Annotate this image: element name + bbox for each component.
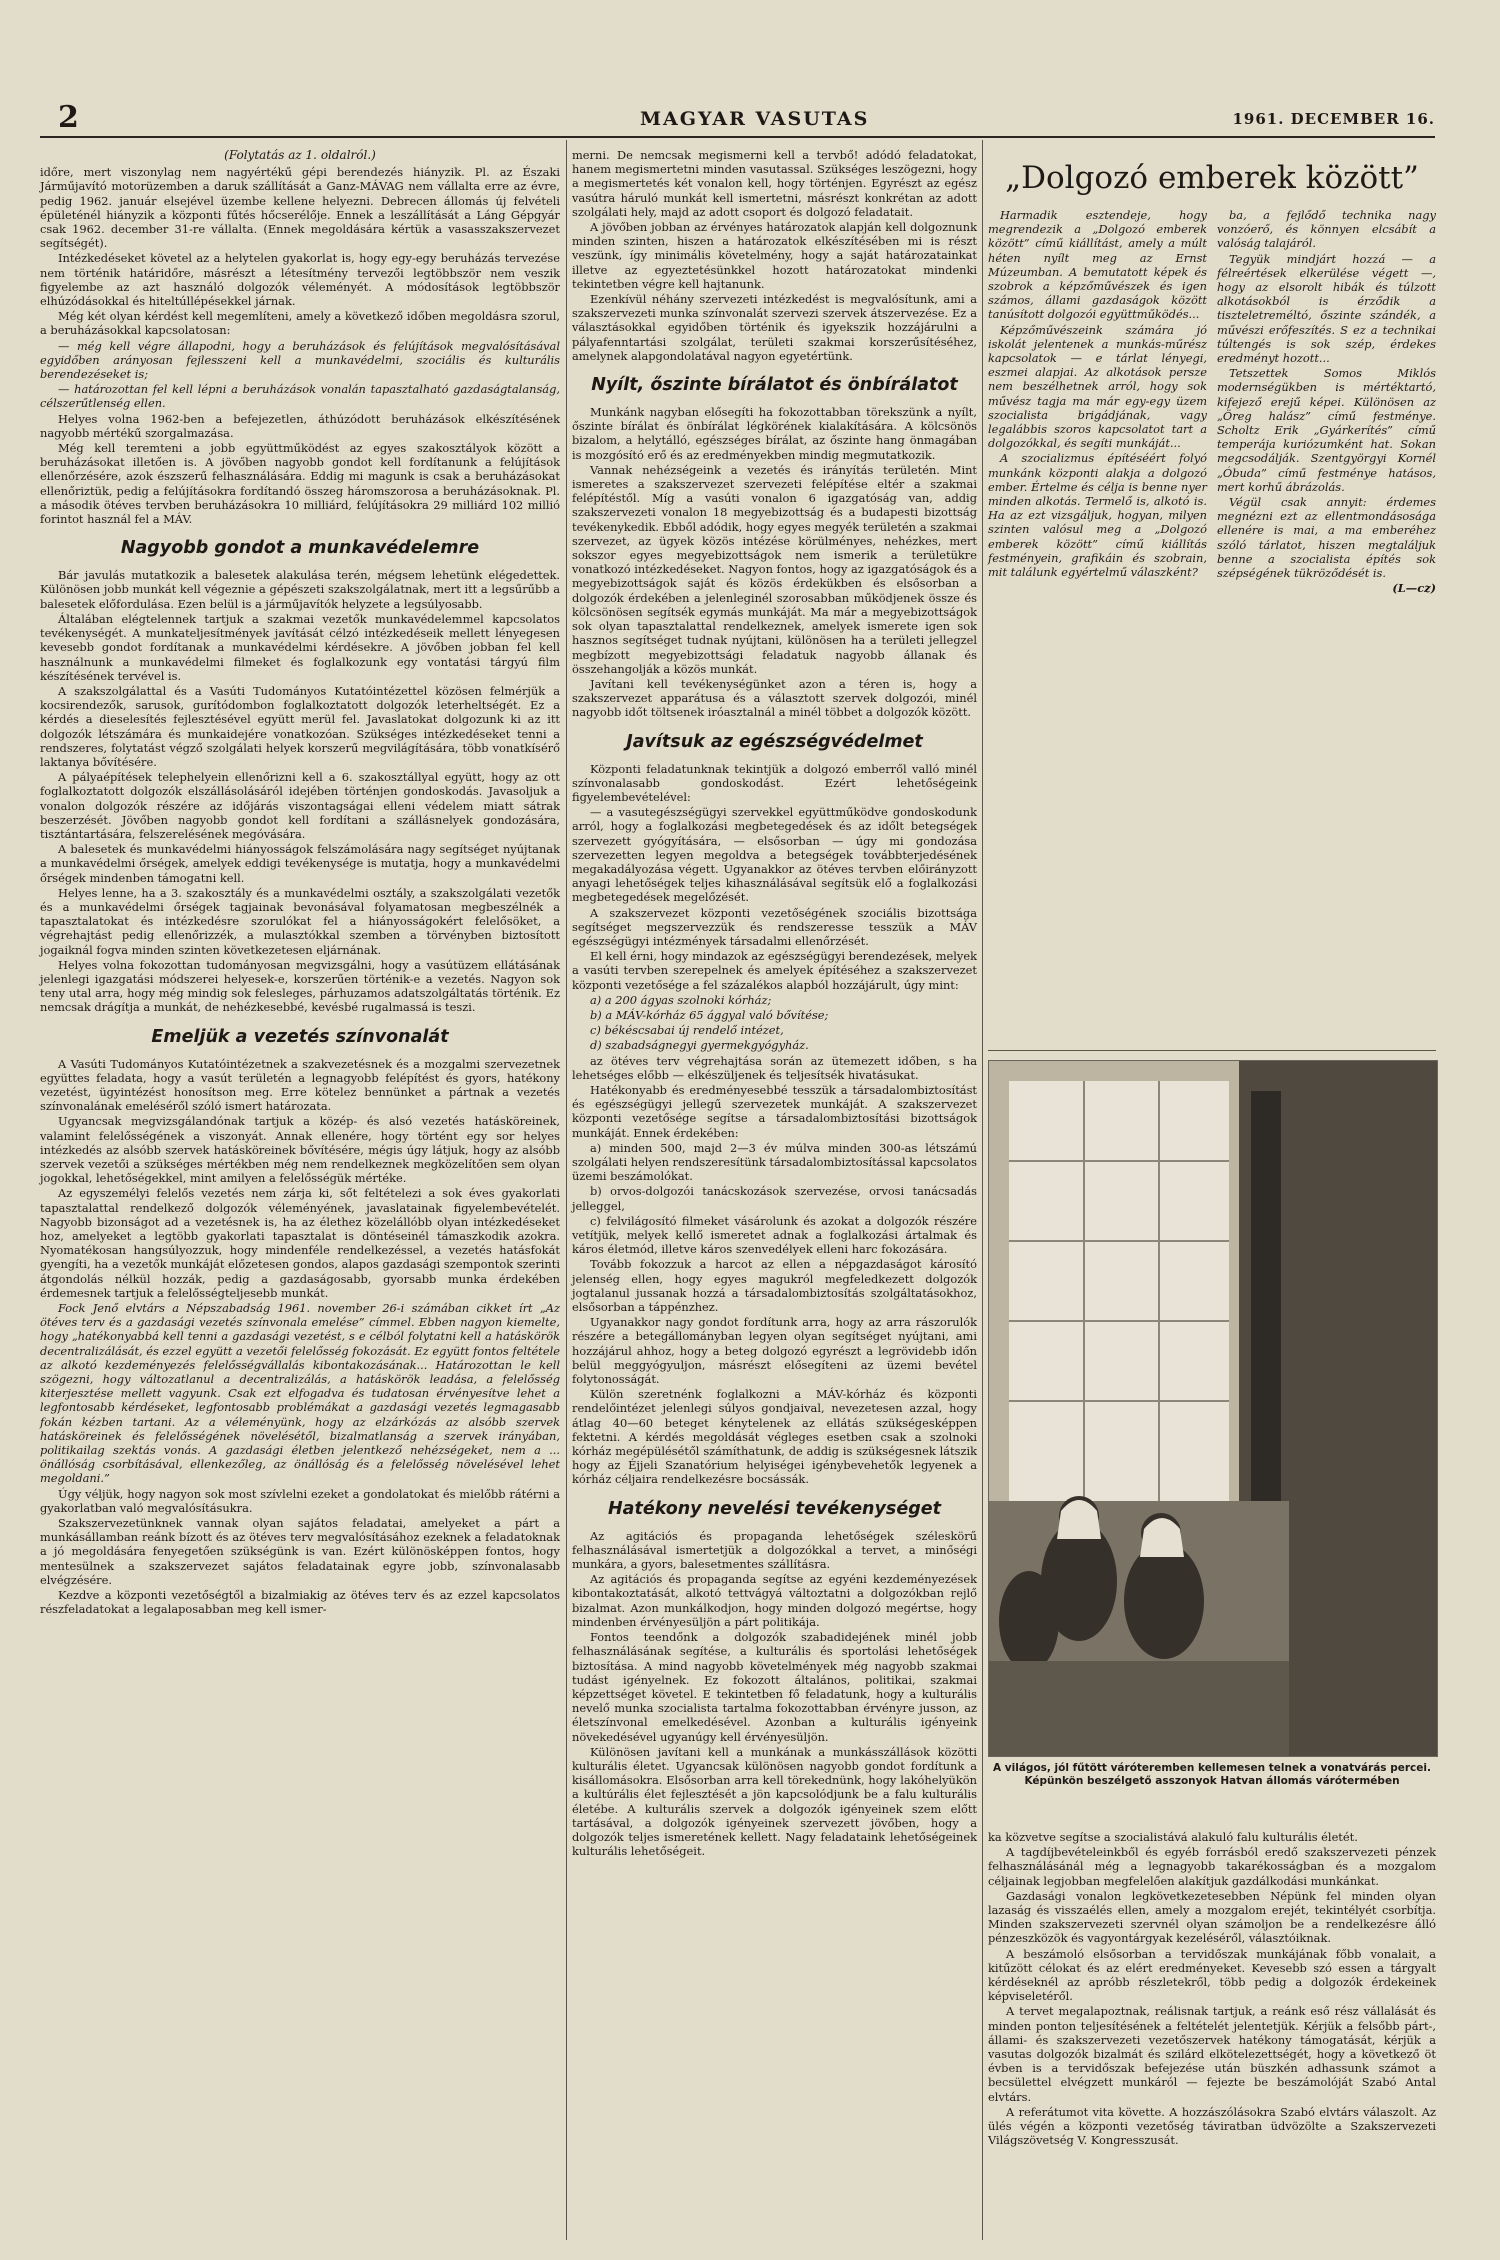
column-rule <box>566 140 567 2240</box>
paragraph: Tegyük mindjárt hozzá — a félreértések elkerülése végett —, hogy az elsorolt hibák és túlzott alkotásokból is érződik a tiszteletreméltó, őszinte szándék, a művészi erőfeszítés. S ez a technikai túltengés is sok szép, érdekes eredményt hozott... <box>1217 251 1436 366</box>
article-body <box>988 208 1436 595</box>
paragraph: — még kell végre állapodni, hogy a beruházások és felújítások megvalósításával egyidőben arányosan fejlesszeni kell a munkavédelmi, szociális és kulturális berendezéseket is; <box>40 338 560 382</box>
column-3-article <box>988 160 1436 595</box>
paragraph: Helyes volna fokozottan tudományosan megvizsgálni, hogy a vasútüzem ellátásának jelenlegi igazgatási módszerei helyesek-e, korszerűen történik-e a vezetés. Nagyon sok teny utal arra, hogy még mindig sok felesleges, párhuzamos adatszolgáltatás történik. Ez nemcsak drágítja a munkát, de nehézkesebbé, kevésbé rugalmassá is teszi. <box>40 957 560 1015</box>
paragraph: Kezdve a központi vezetőségtől a bizalmiakig az ötéves terv és az ezzel kapcsolatos részfeladatokat a legalaposabban meg kell ismer- <box>40 1588 560 1617</box>
paragraph: Ugyancsak megvizsgálandónak tartjuk a közép- és alsó vezetés hatásköreinek, valamint felelősségének a viszonyát. Annak ellenére, hogy történt egy sor helyes intézkedés az alsóbb szervek hatásköreinek bővítésére, mégis úgy látjuk, hogy az alsóbb szervek vezetői a szükséges mértékben még nem rendelkeznek megközelítően sem olyan jogokkal, lehetőségekkel, mint amilyen a felelősségük mértéke. <box>40 1114 560 1186</box>
paragraph: ka közvetve segítse a szocialistává alakuló falu kulturális életét. <box>988 1830 1358 1844</box>
photo-caption: A világos, jól fűtött váróteremben kellemesen telnek a vonatvárás percei. Képünkön beszélgető asszonyok Hatvan állomás várótermében <box>993 1762 1431 1787</box>
section-heading: Hatékony nevelési tevékenységet <box>608 1498 941 1519</box>
issue-date: 1961. DECEMBER 16. <box>1232 110 1435 128</box>
paragraph: Végül csak annyit: érdemes megnézni ezt az ellentmondásosága ellenére is mai, a ma emberéhez szóló tárlatot, hiszen megtaláljuk benne a szocialista építés sok szépségének tükröződését is. <box>1217 495 1436 581</box>
waiting-room-photo <box>988 1060 1438 1757</box>
paragraph: az ötéves terv végrehajtása során az ütemezett időben, s ha lehetséges előbb — elkészüljenek és teljesítsék hivatásukat. <box>572 1053 977 1082</box>
paragraph: Az agitációs és propaganda segítse az egyéni kezdeményezések kibontakoztatását, alkotó tettvágyá változtatni a dolgozókban rejlő bizalmat. Azon munkálkodjon, hogy minden dolgozó megértse, hogy mindenben érvényesüljön a párt politikája. <box>572 1572 977 1629</box>
paragraph: Bár javulás mutatkozik a balesetek alakulása terén, mégsem lehetünk elégedettek. Különösen jobb munkát kell végeznie a gépészeti szakszolgálatnak, mert itt a legsűrűbb a balesetek előfordulása. Ezen belül is a járműjavítók helyzete a legsúlyosabb. <box>40 568 560 611</box>
article-right-column <box>1217 208 1436 595</box>
paragraph: Harmadik esztendeje, hogy megrendezik a „Dolgozó emberek között” című kiállítást, amely a múlt héten nyílt meg az Ernst Múzeumban. A bemutatott képek és szobrok a képzőművészek és igen számos, állami gazdaságok között tanúsított dolgozói együttműködés... <box>988 208 1207 322</box>
section-heading: Emeljük a vezetés színvonalát <box>151 1026 449 1047</box>
paragraph: A szocializmus építéséért folyó munkánk központi alakja a dolgozó ember. Értelme és célja is benne nyer minden alkotás. Termelő is, alkotó is. Ha az ezt vizsgáljuk, hogyan, milyen szinten valósul meg a „Dolgozó emberek között” című kiállítás festményein, grafikáin és szobrain, mit találunk egyértelmű válaszként? <box>988 451 1207 580</box>
paragraph: Fock Jenő elvtárs a Népszabadság 1961. november 26-i számában cikket írt „Az ötéves terv és a gazdasági vezetés színvonala emelése” címmel. Ebben nagyon kiemelte, hogy „hatékonyabbá kell tenni a gazdasági vezetést, s e célból folytatni kell a hatáskörök decentralizálását, és ezzel együtt a vezetői felelősség fokozását. Ez együtt fontos feltétele az alkotó kezdeményezés felelősségvállalás kibontakozásának... Határozottan le kell szögezni, hogy változatlanul a decentralizálás, a hatáskörök leadása, a felelősség kiterjesztése mellett vagyunk. Csak ezt elfogadva és tudatosan érvényesítve lehet a legfontosabb kérdéseket, legfontosabb problémákat a gazdasági vezetés legmagasabb fokán kézben tartani. Az a véleményünk, hogy az elzárkózás az alsóbb szervek hatásköreinek és felelősségének növelésétől, bizalmatlanság a szervek irányában, politikailag szektás vonás. A gazdasági életben jelentkező nehézségeket, nem a ... önállóság csorbításával, ellenkezőleg, az önállóság és a felelősség növelésével lehet megoldani.” <box>40 1301 560 1486</box>
paragraph: El kell érni, hogy mindazok az egészségügyi berendezések, melyek a vasúti tervben szerepelnek és amelyek építéséhez a szakszervezet központi vezetősége a fel százalékos alapból hozzájárult, úgy mint: <box>572 949 977 992</box>
list-item: b) a MÁV-kórház 65 ággyal való bővítése; <box>590 1007 829 1022</box>
paragraph: A beszámoló elsősorban a tervidőszak munkájának főbb vonalait, a kitűzött célokat és az elért eredményeket. Kevesebb szó essen a tárgyalt kérdéseknél az apróbb részletekről, több pedig a dolgozók érdekeinek képviseletéről. <box>988 1946 1436 2004</box>
paragraph: Munkánk nagyban elősegíti ha fokozottabban törekszünk a nyílt, őszinte bírálat és önbírálat légkörének kialakítására. A kölcsönös bizalom, a helytálló, egészséges bírálat, az őszinte hang önmagában is mozgósító erő és az eredményekben mindig megmutatkozik. <box>572 405 977 462</box>
author-signature: (L—cz) <box>1392 581 1436 596</box>
paragraph: merni. De nemcsak megismerni kell a tervbő! adódó feladatokat, hanem megismertetni minden vasutassal. Szükséges leszögezni, hogy a megismertetés két vonalon kell, hogy történjen. Egyrészt az egész vasútra háruló munkát kell ismertetni, másrészt konkrétan az adott szolgálati hely, majd az adott csoport és dolgozó feladatait. <box>572 148 977 219</box>
photo-illustration <box>989 1061 1437 1756</box>
paragraph: A Vasúti Tudományos Kutatóintézetnek a szakvezetésnek és a mozgalmi szervezetnek együttes feladata, hogy a vasút területén a legnagyobb felépítést és gyors, hatékony vezetést, ügyintézést honosítson meg. Erre kötelez bennünket a pártnak a vezetés színvonalának emeléséről szóló ismert határozata. <box>40 1056 560 1114</box>
masthead <box>40 100 1435 138</box>
paragraph: A pályaépítések telephelyein ellenőrizni kell a 6. szakosztállyal együtt, hogy az ott foglalkoztatott dolgozók elszállásolásáról idejében történjen gondoskodás. Javasoljuk a vonalon dolgozók részére az időjárás viszontagságai elleni védelem miatt sátrak beszerzését. Jövőben nagyobb gondot kell fordítani a szállásnelyek gondozására, tisztántartására, felszerelésének megóvására. <box>40 770 560 841</box>
paragraph: Tovább fokozzuk a harcot az ellen a népgazdaságot károsító jelenség ellen, hogy egyes magukról megfeledkezett dolgozók jogtalanul jussanak hozzá a társadalombiztosítás szolgáltatásokhoz, elsősorban a táppénzhez. <box>572 1257 977 1315</box>
paragraph: A jövőben jobban az érvényes határozatok alapján kell dolgoznunk minden szinten, hiszen a határozatok elkészítésében mi is részt veszünk, így minimális követelmény, hogy a saját határozatainkat illetve az egyeztetésünkkel hozott határozatokat mindenki tekintetben végre kell hajtanunk. <box>572 220 977 291</box>
list-item: d) szabadságnegyi gyermekgyógyház. <box>590 1038 809 1053</box>
paragraph: Általában elégtelennek tartjuk a szakmai vezetők munkavédelemmel kapcsolatos tevékenységét. A munkateljesítmények javítását célzó intézkedéseik mellett lényegesen kevesebb gondot fordítanak a munkavédelmi kérdésekre. A jövőben jobban fel kell használnunk a munkavédelmi filmeket és foglalkozunk egy vontatási tárgyú film készítésének tervével is. <box>40 611 560 683</box>
section-rule <box>988 1050 1436 1051</box>
paragraph: Intézkedéseket követel az a helytelen gyakorlat is, hogy egy-egy beruházás tervezése nem történik határidőre, másrészt a létesítmény tervezői legtöbbször nem veszik figyelembe az azt használó dolgozók véleményét. A módosítások legtöbbször elhúzódásokkal és hiteltúllépésekkel járnak. <box>40 251 560 309</box>
list-item: c) békéscsabai új rendelő intézet, <box>590 1023 784 1038</box>
paragraph: Helyes lenne, ha a 3. szakosztály és a munkavédelmi osztály, a szakszolgálati vezetők és a munkavédelmi őrségek tagjainak bevonásával folyamatosan megbeszélnék a tapasztalatokat és intézkedésre szorulókat fel a hiányosságokért felelősöket, a végrehajtást pedig ellenőrizzék, a mulasztókkal szemben a törvényben biztosított jogaiknál fogva minden szinten következetesen eljárnának. <box>40 885 560 957</box>
article-title: „Dolgozó emberek között” <box>1005 160 1419 196</box>
section-heading: Nyílt, őszinte bírálatot és önbírálatot <box>591 375 958 396</box>
continuation-note: (Folytatás az 1. oldalról.) <box>224 148 376 162</box>
list-item: a) a 200 ágyas szolnoki kórház; <box>590 992 772 1007</box>
paragraph: Az agitációs és propaganda lehetőségek széleskörű felhasználásával ismertetjük a dolgozókkal a tervet, a minőségi munkára, a gyors, balesetmentes szállításra. <box>572 1528 977 1572</box>
paragraph: Hatékonyabb és eredményesebbé tesszük a társadalombiztosítást és egészségügyi jellegű szervezetek munkáját. A szakszervezet központi vezetősége segítse a társadalombiztosítási bizottságok munkáját. Ennek érdekében: <box>572 1082 977 1140</box>
paragraph: Úgy véljük, hogy nagyon sok most szívlelni ezeket a gondolatokat és mielőbb rátérni a gyakorlatban való megvalósításukra. <box>40 1486 560 1515</box>
paragraph: A szakszervezet központi vezetőségének szociális bizottsága segítséget megszervezzük és rendszeresse tesszük a MÁV egészségügyi intézmények társadalmi ellenőrzését. <box>572 905 977 948</box>
paragraph: A tagdíjbevételeinkből és egyéb forrásból eredő szakszervezeti pénzek felhasználásánál még a legnagyobb takarékosságban és a mozgalom céljainak legjobban megfelelően alakítjuk gazdálkodási munkánkat. <box>988 1845 1436 1888</box>
paragraph: Még kell teremteni a jobb együttműködést az egyes szakosztályok között a beruházásokat illetően is. A jövőben nagyobb gondot kell fordítanunk a felújítások ellenőrzésére, azok észszerű felhasználására. Eddig mi magunk is csak a beruházásokat ellenőriztük, pedig a felújításokra fordítandó összeg háromszorosa a beruházásoknak. Pl. a második ötéves tervben beruházásokra 10 milliárd, felújításokra 29 milliárd 102 millió forintot használ fel a MÁV. <box>40 441 560 527</box>
newspaper-name: MAGYAR VASUTAS <box>640 108 870 130</box>
paragraph: b) orvos-dolgozói tanácskozások szervezése, orvosi tanácsadás jelleggel, <box>572 1184 977 1213</box>
article-left-column <box>988 208 1207 595</box>
section-heading: Javítsuk az egészségvédelmet <box>626 731 923 752</box>
paragraph: — határozottan fel kell lépni a beruházások vonalán tapasztalható gazdaságtalanság, célszerűtlenség ellen. <box>40 382 560 411</box>
paragraph: Az egyszemélyi felelős vezetés nem zárja ki, sőt feltételezi a sok éves gyakorlati tapasztalattal rendelkező dolgozók véleményének, javaslatainak figyelembevételét. Nagyobb bizonságot ad a vezetésnek is, ha az élethez közelállóbb olyan intézkedéseket hoz, amelyeket a legtöbb gyakorlati tapasztalat is döntéseinél támaszkodik azokra. Nyomatékosan hangsúlyozzuk, hogy mindenféle rendelkezéssel, a vezetés hatásfokát gyengíti, ha a vezetők munkáját előzetesen gondos, alapos gazdasági szempontok szerinti átgondolás nélkül hozzák, pedig a gazdaságosabb, gyorsabb munka érdekében érdemesnek tartjuk a felelősségteljesebb munkát. <box>40 1186 560 1300</box>
paragraph: ba, a fejlődő technika nagy vonzóerő, és könnyen elcsábít a valóság talajáról. <box>1217 208 1436 251</box>
paragraph: Helyes volna 1962-ben a befejezetlen, áthúzódott beruházások elkészítésének nagyobb mértékű szorgalmazása. <box>40 411 560 440</box>
column-rule <box>982 140 983 2240</box>
paragraph: Tetszettek Somos Miklós modernségükben is mértéktartó, kifejező erejű képei. Különösen az „Öreg halász” című festménye. Scholtz Erik „Gyárkerítés” című temperája kuriózumként hat. Sokan megcsodálják. Szentgyörgyi Kornél „Óbuda” című festménye hatásos, mert korhű ábrázolás. <box>1217 366 1436 494</box>
paragraph: Külön szeretnénk foglalkozni a MÁV-kórház és központi rendelőintézet jelenlegi súlyos gondjaival, nevezetesen azzal, hogy átlag 40—60 beteget kénytelenek az ellátás szükségesképpen fektetni. A kérdés megoldását végleges esetben csak a szolnoki kórház megépülésétől számíthatunk, de addig is szükségesnek látszik hogy az Éjjeli Szanatórium helyiségei igénybevehetők legyenek a kórház céljaira rendelkezésre bocsássák. <box>572 1387 977 1487</box>
paragraph: Gazdasági vonalon legkövetkezetesebben Népünk fel minden olyan lazaság és visszaélés ellen, amely a mozgalom erejét, tekintélyét csorbítja. Minden szakszervezeti szervnél olyan számoljon be a rendelkezésre álló pénzeszközök és vagyontárgyak kezeléséről, választóiknak. <box>988 1888 1436 1946</box>
section-heading: Nagyobb gondot a munkavédelemre <box>120 538 480 559</box>
paragraph: Szakszervezetünknek vannak olyan sajátos feladatai, amelyeket a párt a munkásállamban reánk bízott és az ötéves terv megvalósításához ezeknek a feladatoknak a jó megoldására fenyegetően szükségünk is van. Ezért különösképpen fontos, hogy mentesülnek a szakszervezet sajátos feladatainak egyre jobb, színvonalasabb elvégzésére. <box>40 1516 560 1587</box>
paragraph: Fontos teendőnk a dolgozók szabadidejének minél jobb felhasználásának segítése, a kulturális és sportolási lehetőségek biztosítása. A mind nagyobb követelmények még nagyobb szakmai tudást igényelnek. Ez fokozott általános, politikai, szakmai képzettséget követel. E tekintetben fő feladatunk, hogy a kulturális nevelő munka szocialista tartalma fokozottabban érvényre jusson, az életszínvonal emelkedésével. Azonban a kulturális igényeink növekedésével ugyanúgy kell érvényesüljön. <box>572 1630 977 1744</box>
column-2 <box>572 148 977 1859</box>
paragraph: Ezenkívül néhány szervezeti intézkedést is megvalósítunk, ami a szakszervezeti munka színvonalát szervezi szervek átszervezése. Ez a választásokkal egyidőben történik és igyekszik hozzájárulni a pályafenntartási szolgálat, területi szakmai korszerűsítéséhez, amelynek alapgondolatával nagyon egyetértünk. <box>572 292 977 363</box>
column-1 <box>40 148 560 1618</box>
paragraph: Képzőművészeink számára jó iskolát jelentenek a munkás-műrész kapcsolatok — e tárlat lényegi, eszmei alapjai. Az alkotások persze nem beszélhetnek arról, hogy sok művész tagja ma már egy-egy üzem szocialista brigádjának, vagy legalábbis szoros kapcsolatot tart a dolgozókkal, és segíti munkáját... <box>988 322 1207 451</box>
paragraph: Javítani kell tevékenységünket azon a téren is, hogy a szakszervezet apparátusa és a választott szervek dolgozói, minél nagyobb időt töltsenek iróasztalnál a minél többet a dolgozók között. <box>572 676 977 720</box>
paragraph: Központi feladatunknak tekintjük a dolgozó emberről valló minél színvonalasabb gondoskodást. Ezért lehetőségeink figyelembevételével: <box>572 761 977 804</box>
paragraph: — a vasutegészségügyi szervekkel együttműködve gondoskodunk arról, hogy a foglalkozási megbetegedések és az időlt betegségek szervezett gyógyítására, — elsősorban — úgy mi gondozása szervezetten legyen megoldva a betegségek továbbterjedésének megakadályozása végett. Ugyanakkor az ötéves tervben előirányzott anyagi lehetőségek teljes kihasználásával segítsük elő a foglalkozási megbetegedések megelőzését. <box>572 805 977 905</box>
paragraph: a) minden 500, majd 2—3 év múlva minden 300-as létszámú szolgálati helyen rendszeresítünk társadalombiztosítással kapcsolatos üzemi beszámolókat. <box>572 1140 977 1184</box>
column-3-continuation <box>988 1830 1436 2148</box>
paragraph: időre, mert viszonylag nem nagyértékű gépi berendezés hiányzik. Pl. az Északi Járműjavító motorüzemben a daruk szállítását a Ganz-MÁVAG nem vállalta erre az évre, pedig 1962. január elsejével üzembe kellene helyezni. Debrecen állomás új felvételi épületénél hiányzik a központi fűtés hőcserélője. Ennek a leszállítását a Láng Gépgyár csak 1962. december 31-re vállalta. (Ennek megoldására kértük a vasasszakszervezet segítségét). <box>40 165 560 251</box>
page-number: 2 <box>58 100 79 135</box>
paragraph: Vannak nehézségeink a vezetés és irányítás területén. Mint ismeretes a szakszervezet szervezeti felépítése eltér a szakmai felépítéstől. Míg a vasúti vonalon 6 igazgatóság van, addig szakszervezeti vonalon 18 megyebizottság és a budapesti bizottság tevékenykedik. Ebből adódik, hogy egyes megyék területén a szakmai szervezet, az ügyek közös intézése körülményes, nehézkes, mert sokszor egyes megyebizottságok nem ismerik a területükre vonatkozó intézkedéseket. Nagyon fontos, hogy az igazgatóságok és a megyebizottságok saját és közös érdekükben és elsősorban a dolgozók érdekében a jelenleginél szorosabban működjenek össze és kölcsönösen segítsék egymás munkáját. Ma már a megyebizottságok sok olyan tapasztalattal rendelkeznek, amelyek ismerete igen sok hasznos segítséget tudnak nyújtani, különösen ha a területi jellegzel megbízott megyebizottsági feladatuk nagyobb állanak és összehangolják a közös munkát. <box>572 462 977 676</box>
paragraph: Ugyanakkor nagy gondot fordítunk arra, hogy az arra rászorulók részére a betegállományban legyen olyan segítséget nyújtani, ami hozzájárul ahhoz, hogy a beteg dolgozó egyrészt a legrövidebb időn belül meggyógyuljon, másrészt elősegíteni az üzemi bevétel folytonosságát. <box>572 1315 977 1387</box>
paragraph: Még két olyan kérdést kell megemlíteni, amely a következő időben megoldásra szorul, a beruházásokkal kapcsolatosan: <box>40 309 560 338</box>
paragraph: A tervet megalapoztnak, reálisnak tartjuk, a reánk eső rész vállalását és minden ponton teljesítésének a feltételét jelentetjük. Kérjük a felsőbb párt-, állami- és szakszervezeti vezetőszervek hatékony támogatását, kérjük a vasutas dolgozók bizalmát és szilárd elkötelezettségét, hogy a következő öt évben is a tervidőszak befejezése után büszkén adhassunk számot a becsülettel elvégzett munkáról — fejezte be beszámolóját Szabó Antal elvtárs. <box>988 2004 1436 2104</box>
paragraph: A balesetek és munkavédelmi hiányosságok felszámolására nagy segítséget nyújtanak a munkavédelmi őrségek, amelyek eddigi tevékenysége is mutatja, hogy a munkavédelmi őrségek mindenben támogatni kell. <box>40 842 560 885</box>
paragraph: c) felvilágosító filmeket vásárolunk és azokat a dolgozók részére vetítjük, melyek kellő ismeretet adnak a foglalkozási ártalmak és káros életmód, illetve káros szenvedélyek elleni harc fokozására. <box>572 1213 977 1257</box>
paragraph: A referátumot vita követte. A hozzászólásokra Szabó elvtárs válaszolt. Az ülés végén a központi vezetőség táviratban üdvözölte a Szakszervezeti Világszövetség V. Kongresszusát. <box>988 2104 1436 2148</box>
paragraph: A szakszolgálattal és a Vasúti Tudományos Kutatóintézettel közösen felmérjük a kocsirendezők, sarusok, gurítódombon foglalkoztatott dolgozók leterheltségét. Ez a kérdés a dieselesítés fejlesztésével együtt merül fel. Javaslatokat dolgozunk ki az itt dolgozók létszámára és munkaidejére vonatkozóan. Szükséges intézkedéseket tenni a rendszeres, folytatást végző szolgálati helyek korszerű megvilágítására, több vonatkísérő laktanya bővítésére. <box>40 683 560 769</box>
paragraph: Különösen javítani kell a munkának a munkásszállások közötti kulturális életet. Ugyancsak különösen nagyobb gondot fordítunk a kisállomásokra. Elsősorban arra kell törekednünk, hogy lakóhelyükön a kultúrális élet fejlesztését a jön kapcsolódjunk be a falu kulturális életébe. A kulturális szervek a dolgozók igényeinek szem előtt tartásával, a dolgozók igényeinek szervezett jövőben, hogy a dolgozók teljes ismeretének kellett. Nagy feladataink lehetőségeinek kulturális lehetőségeit. <box>572 1744 977 1859</box>
